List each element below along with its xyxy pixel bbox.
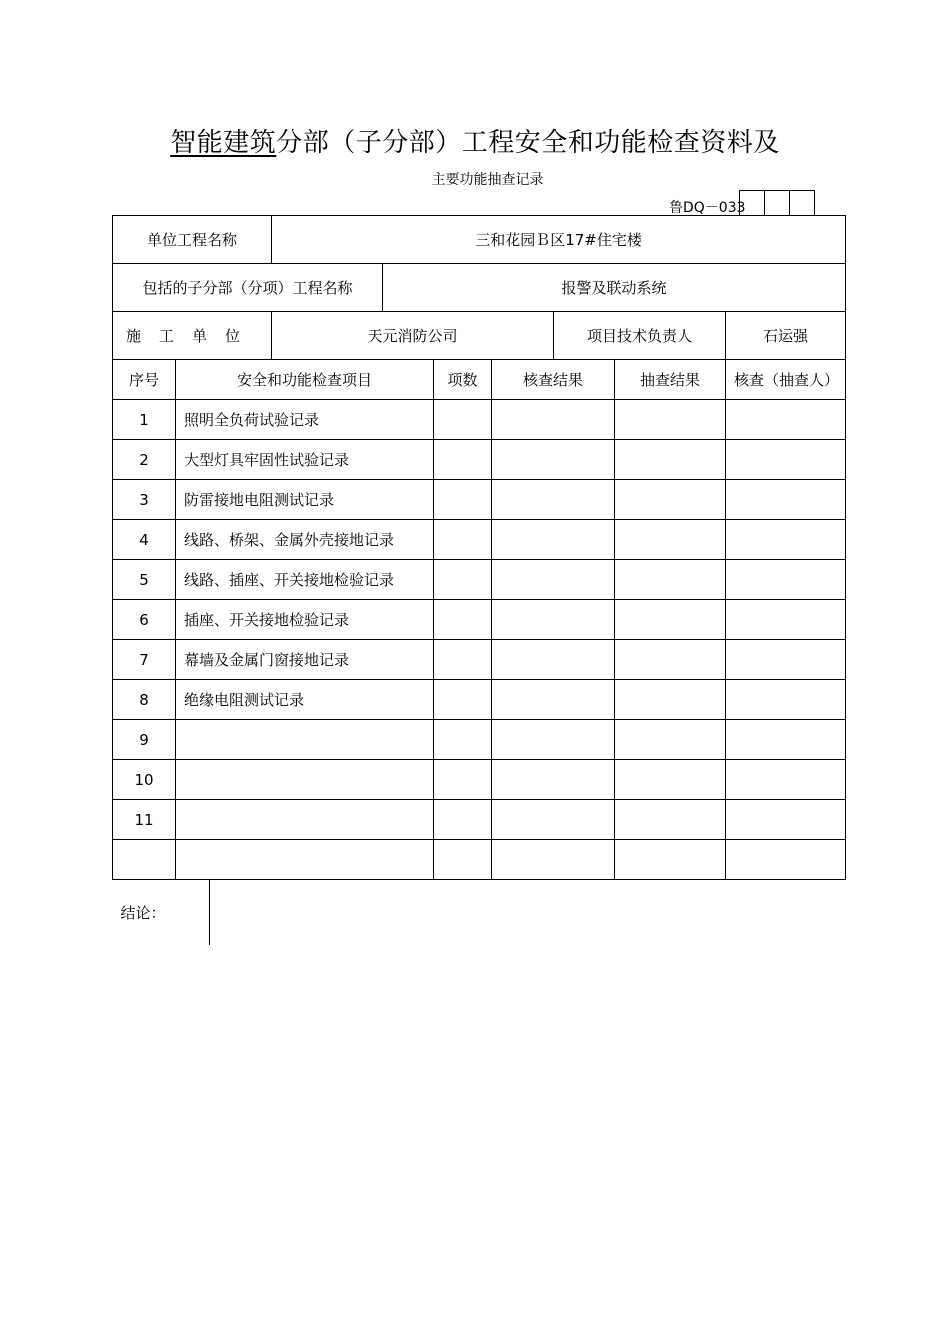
table-row bbox=[113, 840, 846, 880]
row-spot-check-result bbox=[615, 760, 726, 800]
row-spot-check-result bbox=[615, 480, 726, 520]
row-check-result bbox=[492, 680, 615, 720]
row-item bbox=[176, 800, 434, 840]
construction-unit-label: 施工单位 bbox=[113, 312, 272, 360]
row-spot-check-result bbox=[615, 840, 726, 880]
row-check-result bbox=[492, 560, 615, 600]
tech-lead-value: 石运强 bbox=[726, 312, 846, 360]
row-checker bbox=[726, 680, 846, 720]
row-check-result bbox=[492, 800, 615, 840]
header-spot-check-result: 抽查结果 bbox=[615, 360, 726, 400]
row-checker bbox=[726, 480, 846, 520]
table-row bbox=[113, 680, 846, 720]
conclusion-field[interactable] bbox=[210, 880, 846, 945]
row-item: 插座、开关接地检验记录 bbox=[176, 600, 434, 640]
row-checker bbox=[726, 400, 846, 440]
row-spot-check-result bbox=[615, 400, 726, 440]
row-item: 线路、桥架、金属外壳接地记录 bbox=[176, 520, 434, 560]
row-no: 2 bbox=[113, 440, 176, 480]
title-rest: 分部（子分部）工程安全和功能检查资料及 bbox=[276, 128, 780, 158]
row-count bbox=[434, 480, 492, 520]
row-no: 8 bbox=[113, 680, 176, 720]
row-checker bbox=[726, 800, 846, 840]
row-no: 5 bbox=[113, 560, 176, 600]
row-spot-check-result bbox=[615, 560, 726, 600]
row-checker bbox=[726, 560, 846, 600]
header-check-result: 核查结果 bbox=[492, 360, 615, 400]
inspection-table bbox=[112, 215, 846, 945]
row-no: 7 bbox=[113, 640, 176, 680]
row-spot-check-result bbox=[615, 680, 726, 720]
table-row bbox=[113, 760, 846, 800]
row-no bbox=[113, 840, 176, 880]
title-underlined: 智能建筑 bbox=[170, 128, 277, 158]
row-check-result bbox=[492, 600, 615, 640]
conclusion-label: 结论： bbox=[113, 880, 210, 945]
table-row bbox=[113, 400, 846, 440]
row-count bbox=[434, 640, 492, 680]
row-check-result bbox=[492, 840, 615, 880]
row-check-result bbox=[492, 520, 615, 560]
row-no: 1 bbox=[113, 400, 176, 440]
tech-lead-label: 项目技术负责人 bbox=[554, 312, 726, 360]
row-item: 防雷接地电阻测试记录 bbox=[176, 480, 434, 520]
row-no: 3 bbox=[113, 480, 176, 520]
row-checker bbox=[726, 840, 846, 880]
row-check-result bbox=[492, 760, 615, 800]
row-checker bbox=[726, 600, 846, 640]
table-row bbox=[113, 480, 846, 520]
row-no: 11 bbox=[113, 800, 176, 840]
row-item bbox=[176, 720, 434, 760]
header-no: 序号 bbox=[113, 360, 176, 400]
row-item: 照明全负荷试验记录 bbox=[176, 400, 434, 440]
sub-project-value: 报警及联动系统 bbox=[383, 264, 846, 312]
row-count bbox=[434, 400, 492, 440]
row-check-result bbox=[492, 720, 615, 760]
row-item: 幕墙及金属门窗接地记录 bbox=[176, 640, 434, 680]
row-item bbox=[176, 840, 434, 880]
row-checker bbox=[726, 720, 846, 760]
table-row bbox=[113, 640, 846, 680]
row-spot-check-result bbox=[615, 520, 726, 560]
row-count bbox=[434, 840, 492, 880]
row-count bbox=[434, 520, 492, 560]
row-check-result bbox=[492, 440, 615, 480]
row-item: 绝缘电阻测试记录 bbox=[176, 680, 434, 720]
table-row bbox=[113, 440, 846, 480]
row-spot-check-result bbox=[615, 720, 726, 760]
row-checker bbox=[726, 760, 846, 800]
row-check-result bbox=[492, 640, 615, 680]
row-item: 线路、插座、开关接地检验记录 bbox=[176, 560, 434, 600]
code-boxes bbox=[740, 190, 815, 216]
row-item: 大型灯具牢固性试验记录 bbox=[176, 440, 434, 480]
document-title bbox=[0, 122, 950, 159]
table-row bbox=[113, 560, 846, 600]
table-row bbox=[113, 720, 846, 760]
sub-project-label: 包括的子分部（分项）工程名称 bbox=[113, 264, 383, 312]
row-checker bbox=[726, 640, 846, 680]
unit-project-value: 三和花园Ｂ区17#住宅楼 bbox=[272, 216, 846, 264]
row-count bbox=[434, 800, 492, 840]
row-count bbox=[434, 760, 492, 800]
row-spot-check-result bbox=[615, 440, 726, 480]
row-spot-check-result bbox=[615, 640, 726, 680]
row-count bbox=[434, 440, 492, 480]
row-no: 10 bbox=[113, 760, 176, 800]
unit-project-label: 单位工程名称 bbox=[113, 216, 272, 264]
row-check-result bbox=[492, 400, 615, 440]
row-count bbox=[434, 560, 492, 600]
header-checker: 核查（抽查人） bbox=[726, 360, 846, 400]
form-code: 鲁DQ－033 bbox=[669, 200, 746, 216]
header-count: 项数 bbox=[434, 360, 492, 400]
row-check-result bbox=[492, 480, 615, 520]
table-row bbox=[113, 520, 846, 560]
row-no: 4 bbox=[113, 520, 176, 560]
row-count bbox=[434, 600, 492, 640]
row-no: 6 bbox=[113, 600, 176, 640]
table-row bbox=[113, 800, 846, 840]
row-item bbox=[176, 760, 434, 800]
document-subtitle: 主要功能抽查记录 bbox=[431, 172, 544, 188]
header-item: 安全和功能检查项目 bbox=[176, 360, 434, 400]
row-no: 9 bbox=[113, 720, 176, 760]
row-checker bbox=[726, 440, 846, 480]
table-row bbox=[113, 600, 846, 640]
row-spot-check-result bbox=[615, 600, 726, 640]
row-count bbox=[434, 720, 492, 760]
row-checker bbox=[726, 520, 846, 560]
row-spot-check-result bbox=[615, 800, 726, 840]
construction-unit-value: 天元消防公司 bbox=[272, 312, 554, 360]
row-count bbox=[434, 680, 492, 720]
